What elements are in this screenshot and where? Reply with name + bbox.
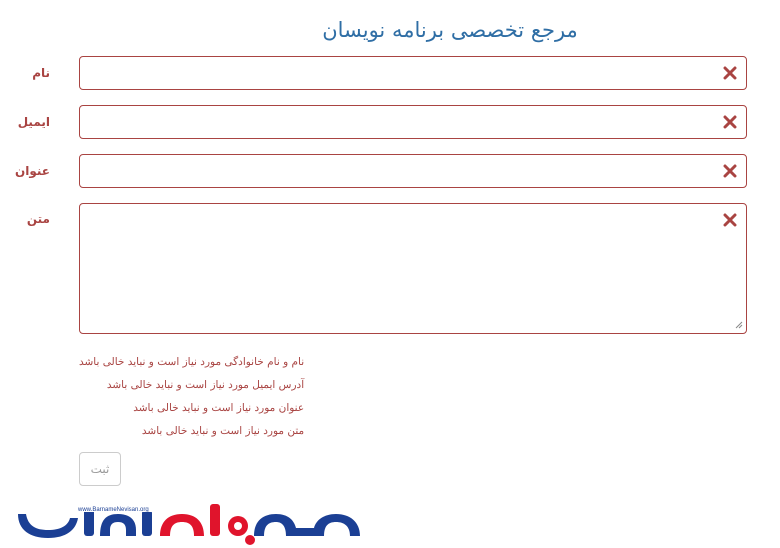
error-message: نام و نام خانوادگی مورد نیاز است و نباید خالی باشد xyxy=(79,356,305,368)
name-field[interactable] xyxy=(79,56,747,90)
email-field[interactable] xyxy=(79,105,747,139)
error-message: متن مورد نیاز است و نباید خالی باشد xyxy=(141,425,305,437)
name-label: نام xyxy=(32,66,50,80)
validation-summary xyxy=(79,352,304,444)
submit-button[interactable]: ثبت xyxy=(79,452,121,486)
subject-field[interactable] xyxy=(79,154,747,188)
email-label: ایمیل xyxy=(17,115,50,129)
message-label: متن xyxy=(26,212,50,226)
close-icon xyxy=(723,213,737,227)
logo-url-text: www.BarnameNevisan.org xyxy=(78,507,149,513)
error-message: عنوان مورد نیاز است و نباید خالی باشد xyxy=(133,402,305,414)
resize-grip-icon[interactable] xyxy=(734,320,743,329)
page-title: مرجع تخصصی برنامه نویسان xyxy=(322,18,578,42)
subject-label: عنوان xyxy=(15,164,50,178)
message-textarea[interactable] xyxy=(79,203,747,334)
error-message: آدرس ایمیل مورد نیاز است و نباید خالی باشد xyxy=(106,379,305,391)
close-icon xyxy=(723,66,737,80)
site-logo xyxy=(14,496,366,546)
close-icon xyxy=(723,164,737,178)
close-icon xyxy=(723,115,737,129)
